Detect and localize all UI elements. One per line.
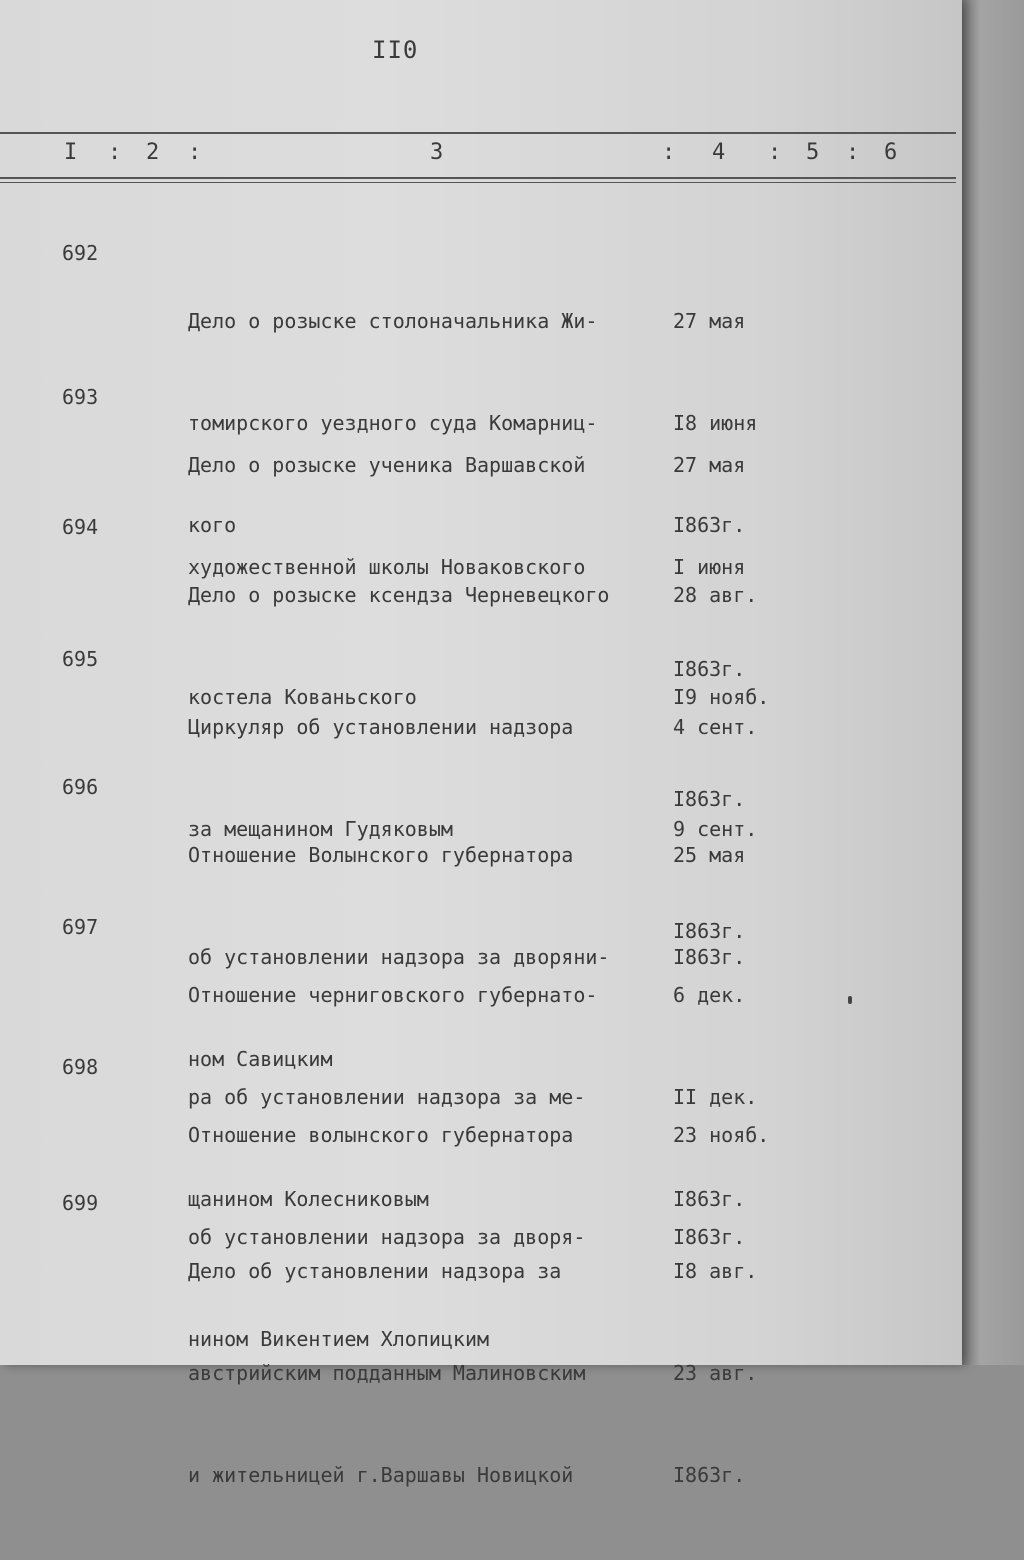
column-separator: : — [846, 140, 860, 165]
entry-date-line: I8 июня — [673, 411, 758, 435]
column-header-2: 2 — [146, 140, 160, 165]
entry-date-line: I863г. — [673, 945, 746, 969]
table-top-rule — [0, 132, 956, 134]
entry-date-line: I9 нояб. — [673, 685, 770, 709]
entry-date-line: I8 авг. — [673, 1259, 758, 1283]
bleed-through-text — [80, 563, 91, 584]
entry-title-line: щанином Колесниковым — [188, 1187, 429, 1211]
column-header-1: I — [64, 140, 78, 165]
entry-title-line: кого — [188, 513, 237, 537]
entry-title-line: об установлении надзора за дворяни- — [188, 945, 610, 969]
entry-date-line: 23 авг. — [673, 1361, 758, 1385]
entry-date-line: I863г. — [673, 1225, 746, 1249]
page-edge-shadow — [962, 0, 1024, 1365]
entry-date-line: I863г. — [673, 787, 746, 811]
column-separator: : — [768, 140, 782, 165]
entry-title-line: об установлении надзора за дворя- — [188, 1225, 586, 1249]
entry-title-line: и жительницей г.Варшавы Новицкой — [188, 1463, 574, 1487]
entry-number: 697 — [62, 915, 99, 939]
entry-date-line: I863г. — [673, 1187, 746, 1211]
entry-date-line: I863г. — [673, 1463, 746, 1487]
entry-title-line: томирского уездного суда Комарниц- — [188, 411, 598, 435]
column-header-4: 4 — [712, 140, 726, 165]
entry-date-line: 4 сент. — [673, 715, 758, 739]
entry-title-line: художественной школы Новаковского — [188, 555, 586, 579]
entry-date-line: I июня — [673, 555, 746, 579]
column-separator: : — [188, 140, 202, 165]
entry-title-line: Отношение Волынского губернатора — [188, 843, 574, 867]
entry-date-line: 23 нояб. — [673, 1123, 770, 1147]
entry-date-line: 6 дек. — [673, 983, 746, 1007]
entry-title-line: Циркуляр об установлении надзора — [188, 715, 574, 739]
table-header-rule-thin — [0, 182, 956, 183]
entry-date-line: 25 мая — [673, 843, 746, 867]
entry-date-line: I863г. — [673, 657, 746, 681]
entry-date-line: 27 мая — [673, 309, 746, 333]
entry-title-line: костела Кованьского — [188, 685, 417, 709]
entry-title-line: нином Викентием Хлопицким — [188, 1327, 490, 1351]
column-header-5: 5 — [806, 140, 820, 165]
entry-date-line: I863г. — [673, 919, 746, 943]
page-number: II0 — [372, 36, 419, 64]
entry-title-line: Отношение волынского губернатора — [188, 1123, 574, 1147]
entry-title-line: австрийским подданным Малиновским — [188, 1361, 586, 1385]
entry-title-line: ра об установлении надзора за ме- — [188, 1085, 586, 1109]
entry-number: 699 — [62, 1191, 99, 1215]
column-separator: : — [662, 140, 676, 165]
entry-number: 695 — [62, 647, 99, 671]
entry-number: 693 — [62, 385, 99, 409]
column-header-6: 6 — [884, 140, 898, 165]
entry-number: 692 — [62, 241, 99, 265]
entry-title-line: ном Савицким — [188, 1047, 333, 1071]
entry-date-line: 9 сент. — [673, 817, 758, 841]
entry-date-line: I863г. — [673, 513, 746, 537]
ink-spot — [848, 996, 852, 1004]
entry-date-line: II дек. — [673, 1085, 758, 1109]
entry-title-line: Дело о розыске ученика Варшавской — [188, 453, 586, 477]
entry-title — [188, 1186, 668, 1560]
entry-number: 698 — [62, 1055, 99, 1079]
entry-title-line: Дело о розыске ксендза Черневецкого — [188, 583, 610, 607]
entry-date-line: 27 мая — [673, 453, 746, 477]
entry-title-line: Дело об установлении надзора за — [188, 1259, 562, 1283]
table-header-rule — [0, 177, 956, 179]
column-header-3: 3 — [430, 140, 444, 165]
entry-number: 694 — [62, 515, 99, 539]
entry-title-line: Дело о розыске столоначальника Жи- — [188, 309, 598, 333]
entry-title-line: за мещанином Гудяковым — [188, 817, 453, 841]
entry-date-line: 28 авг. — [673, 583, 758, 607]
entry-title-line: Отношение черниговского губернато- — [188, 983, 598, 1007]
column-separator: : — [108, 140, 122, 165]
entry-number: 696 — [62, 775, 99, 799]
entry-dates — [673, 1186, 813, 1560]
